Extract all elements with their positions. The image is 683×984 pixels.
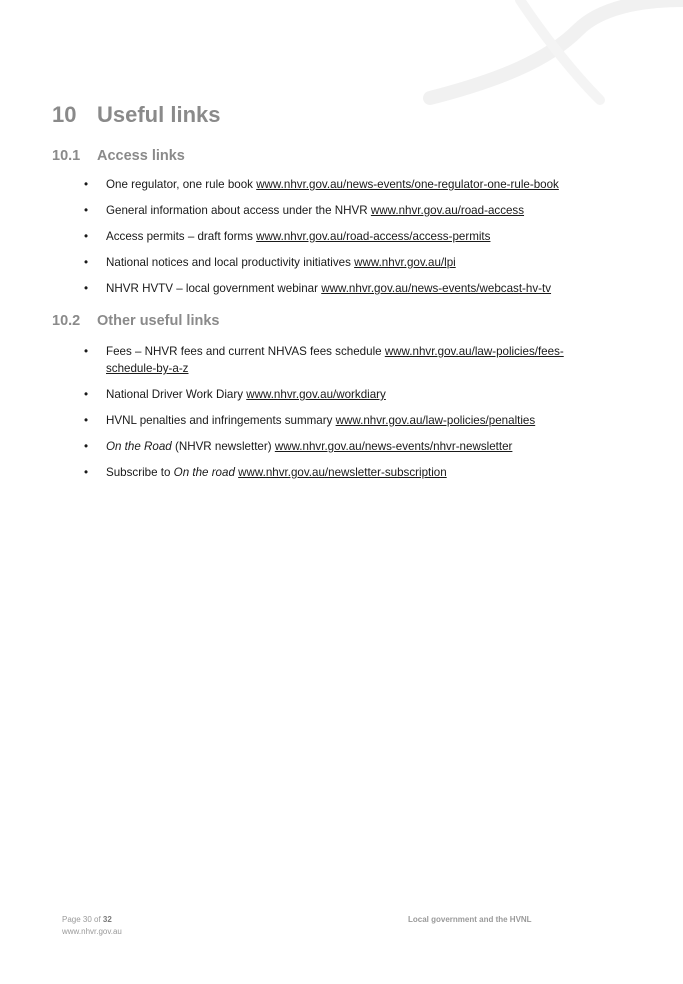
link-nhvr-newsletter[interactable]: www.nhvr.gov.au/news-events/nhvr-newsletter	[274, 440, 513, 453]
bullet-icon: •	[84, 345, 89, 358]
section-number: 10.2	[52, 313, 81, 329]
bullet-icon: •	[84, 466, 89, 479]
item-text: National notices and local productivity initiatives	[106, 256, 355, 269]
bullet-icon: •	[84, 230, 89, 243]
link-newsletter-subscription[interactable]: www.nhvr.gov.au/newsletter-subscription	[238, 466, 447, 479]
link-webcast-hv-tv[interactable]: www.nhvr.gov.au/news-events/webcast-hv-tv	[321, 282, 552, 295]
item-text: Subscribe to	[106, 466, 174, 479]
item-text: Access permits – draft forms	[106, 230, 257, 243]
link-workdiary[interactable]: www.nhvr.gov.au/workdiary	[246, 388, 386, 401]
link-access-permits[interactable]: www.nhvr.gov.au/road-access/access-permits	[256, 230, 491, 243]
list-item	[0, 343, 606, 377]
link-penalties[interactable]: www.nhvr.gov.au/law-policies/penalties	[335, 414, 536, 427]
list-item	[0, 254, 606, 271]
list-item	[0, 438, 606, 455]
item-italic-text: On the Road	[106, 440, 172, 453]
list-item	[0, 202, 606, 219]
list-item	[0, 280, 606, 297]
footer-website: www.nhvr.gov.au	[62, 927, 122, 936]
list-item	[0, 228, 606, 245]
link-lpi[interactable]: www.nhvr.gov.au/lpi	[354, 256, 456, 269]
bullet-icon: •	[84, 256, 89, 269]
heading-title: Useful links	[97, 102, 221, 127]
bullet-icon: •	[84, 440, 89, 453]
list-item	[0, 386, 606, 403]
bullet-icon: •	[84, 178, 89, 191]
link-fees-schedule[interactable]: www.nhvr.gov.au/law-policies/fees-schedule-by-a-z	[106, 345, 564, 375]
footer-doc-title: Local government and the HVNL	[408, 915, 532, 924]
list-item	[0, 464, 606, 481]
item-text: Fees – NHVR fees and current NHVAS fees schedule	[106, 345, 385, 358]
item-text: National Driver Work Diary	[106, 388, 247, 401]
other-links-list	[0, 343, 606, 490]
link-one-rule-book[interactable]: www.nhvr.gov.au/news-events/one-regulator-one-rule-book	[256, 178, 559, 191]
access-links-list	[0, 176, 606, 306]
item-text: NHVR HVTV – local government webinar	[106, 282, 322, 295]
page-heading	[52, 102, 220, 128]
link-road-access[interactable]: www.nhvr.gov.au/road-access	[370, 204, 525, 217]
page-total: 32	[102, 915, 112, 924]
section-title: Access links	[97, 148, 185, 164]
bullet-icon: •	[84, 282, 89, 295]
item-text: General information about access under the NHVR	[106, 204, 371, 217]
section-title: Other useful links	[97, 313, 220, 329]
page-number-prefix: Page 30 of	[62, 915, 103, 924]
page-number	[62, 914, 122, 926]
section-heading-access-links	[52, 148, 185, 164]
item-text: One regulator, one rule book	[106, 178, 257, 191]
item-italic-text: On the road	[173, 466, 235, 479]
heading-number: 10	[52, 102, 77, 127]
item-text: HVNL penalties and infringements summary	[106, 414, 336, 427]
section-heading-other-links	[52, 313, 219, 329]
item-text: (NHVR newsletter)	[171, 440, 275, 453]
list-item	[0, 412, 606, 429]
list-item	[0, 176, 606, 193]
section-number: 10.1	[52, 148, 81, 164]
bullet-icon: •	[84, 204, 89, 217]
footer-left	[62, 914, 122, 938]
bullet-icon: •	[84, 414, 89, 427]
bullet-icon: •	[84, 388, 89, 401]
